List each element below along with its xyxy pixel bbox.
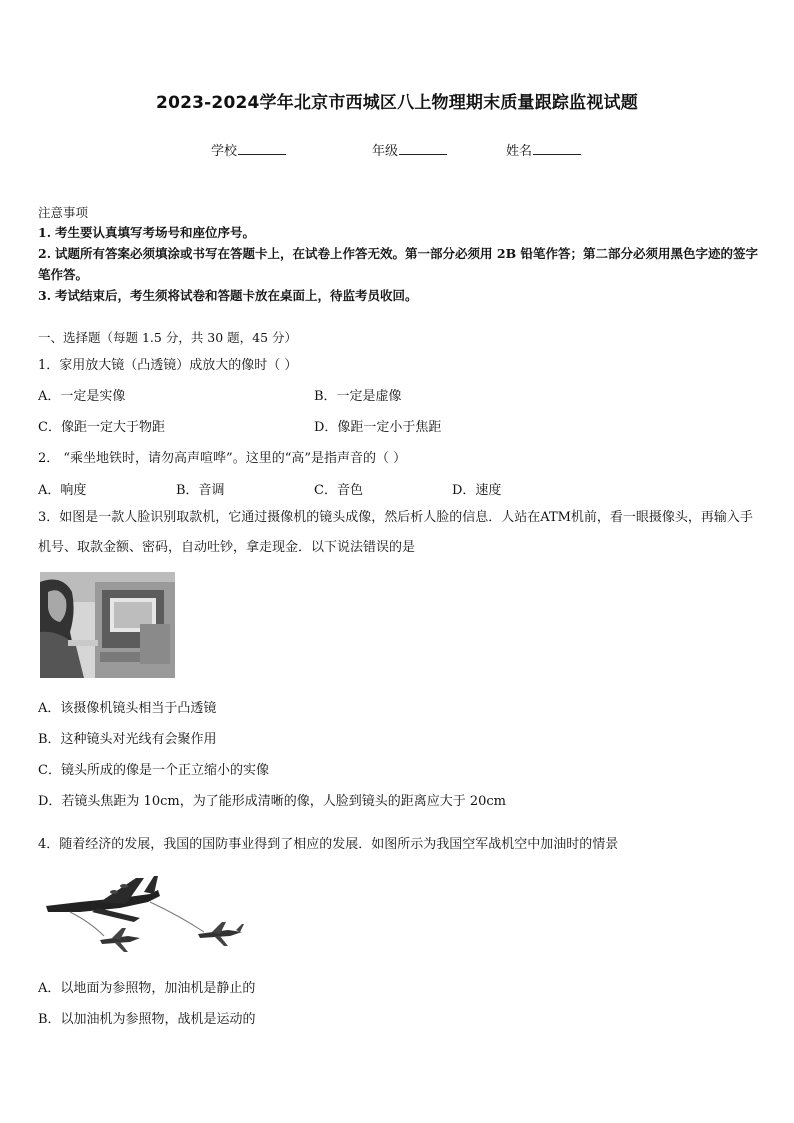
name-field xyxy=(506,140,581,159)
q3-option-b: B．这种镜头对光线有会聚作用 xyxy=(38,732,217,747)
page-title: 2023-2024学年北京市西城区八上物理期末质量跟踪监视试题 xyxy=(156,93,638,113)
aerial-refueling-image xyxy=(40,872,255,960)
notice-item-2 xyxy=(38,243,760,285)
q1-stem: 1．家用放大镜（凸透镜）成放大的像时（ ） xyxy=(38,358,298,373)
q4-stem: 4．随着经济的发展，我国的国防事业得到了相应的发展．如图所示为我国空军战机空中加油时的情景 xyxy=(38,837,619,852)
q2-option-d: D．速度 xyxy=(452,483,502,498)
q1-option-d: D．像距一定小于焦距 xyxy=(314,420,442,435)
notice-item-2-num: 2. xyxy=(38,246,52,261)
notice-item-3-num: 3. xyxy=(38,288,52,303)
q2-option-c: C．音色 xyxy=(314,483,363,498)
q1-option-a: A．一定是实像 xyxy=(38,389,126,404)
q4-option-a: A．以地面为参照物，加油机是静止的 xyxy=(38,981,256,996)
grade-blank xyxy=(399,142,447,155)
q4-option-b: B．以加油机为参照物，战机是运动的 xyxy=(38,1012,256,1027)
grade-field xyxy=(372,140,447,159)
q2-option-a: A．响度 xyxy=(38,483,87,498)
school-blank xyxy=(238,142,286,155)
notice-item-2-text: 试题所有答案必须填涂或书写在答题卡上，在试卷上作答无效。第一部分必须用 2B 铅笔作答；第二部分必须用黑色字迹的签字笔作答。 xyxy=(38,246,759,282)
q3-option-d: D．若镜头焦距为 10cm，为了能形成清晰的像，人脸到镜头的距离应大于 20cm xyxy=(38,794,506,809)
q1-option-b: B．一定是虚像 xyxy=(314,389,402,404)
notice-item-1-text: 考生要认真填写考场号和座位序号。 xyxy=(55,225,256,240)
q2-stem: 2． “乘坐地铁时，请勿高声喧哗”。这里的“高”是指声音的（ ） xyxy=(38,451,407,466)
name-blank xyxy=(533,142,581,155)
q1-option-c: C．像距一定大于物距 xyxy=(38,420,165,435)
name-label: 姓名 xyxy=(506,144,533,159)
section-heading: 一、选择题（每题 1.5 分，共 30 题，45 分） xyxy=(38,330,298,345)
school-field xyxy=(211,140,286,159)
q2-option-b: B．音调 xyxy=(176,483,225,498)
q3-stem: 3．如图是一款人脸识别取款机，它通过摄像机的镜头成像，然后析人脸的信息．人站在ATM机前，看一眼摄像头，再输入手机号、取款金额、密码，自动吐钞，拿走现金．以下说法错误的是 xyxy=(38,510,753,555)
atm-face-recognition-image xyxy=(40,572,175,678)
notice-heading: 注意事项 xyxy=(38,205,89,220)
notice-item-1 xyxy=(38,223,255,241)
notice-item-3-text: 考试结束后，考生须将试卷和答题卡放在桌面上，待监考员收回。 xyxy=(55,288,418,303)
school-label: 学校 xyxy=(211,144,238,159)
q3-option-c: C．镜头所成的像是一个正立缩小的实像 xyxy=(38,763,269,778)
notice-item-3 xyxy=(38,286,418,304)
q3-option-a: A．该摄像机镜头相当于凸透镜 xyxy=(38,701,217,716)
grade-label: 年级 xyxy=(372,144,399,159)
notice-item-1-num: 1. xyxy=(38,225,52,240)
